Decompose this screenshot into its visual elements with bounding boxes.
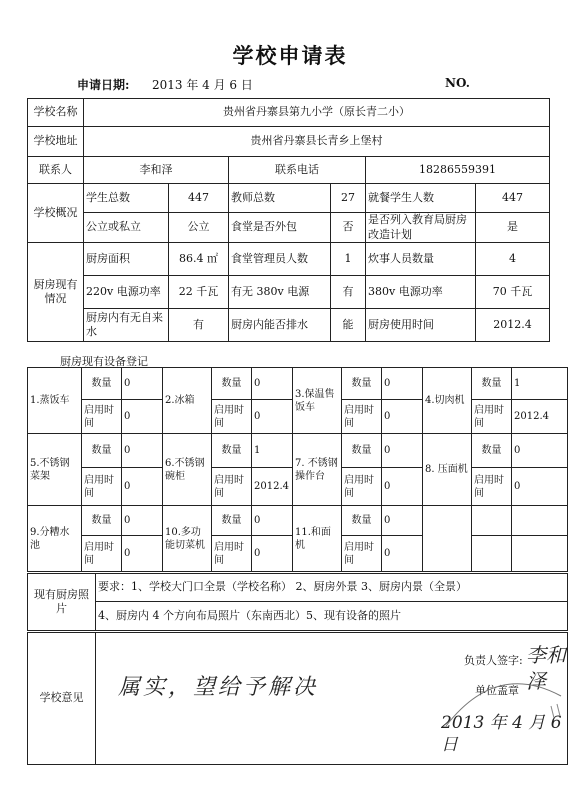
school-name-label: 学校名称 (28, 99, 84, 127)
equipment-name: 11.和面机 (293, 506, 342, 572)
equipment-qty-value: 0 (252, 368, 293, 400)
equipment-name: 7. 不锈钢操作台 (293, 434, 342, 506)
kitchen-label: 厨房现有情况 (28, 243, 84, 342)
equipment-name: 10.多功能切菜机 (163, 506, 212, 572)
equipment-date-label (472, 536, 512, 572)
equipment-date-label: 启用时间 (212, 468, 252, 506)
plan-value: 是 (476, 213, 550, 243)
school-name-value: 贵州省丹寨县第九小学（原长青二小） (84, 99, 550, 127)
contact-value: 李和泽 (84, 157, 229, 184)
equipment-name: 2.冰箱 (163, 368, 212, 434)
cooks-value: 4 (476, 243, 550, 276)
dining-value: 447 (476, 184, 550, 213)
school-addr-label: 学校地址 (28, 127, 84, 157)
managers-label: 食堂管理员人数 (229, 243, 331, 276)
school-addr-value: 贵州省丹寨县长青乡上堡村 (84, 127, 550, 157)
equipment-qty-label: 数量 (212, 368, 252, 400)
opinion-label: 学校意见 (28, 633, 96, 765)
equipment-date-value: 0 (252, 536, 293, 572)
equipment-date-value: 0 (122, 536, 163, 572)
equipment-qty-label: 数量 (342, 368, 382, 400)
phone-label: 联系电话 (229, 157, 366, 184)
type-label: 公立或私立 (84, 213, 169, 243)
equipment-qty-label: 数量 (342, 506, 382, 536)
contact-label: 联系人 (28, 157, 84, 184)
photos-label: 现有厨房照片 (28, 574, 96, 631)
equipment-qty-label: 数量 (342, 434, 382, 468)
opinion-box (96, 634, 567, 764)
equipment-date-value: 0 (382, 468, 423, 506)
sign-date: 2013 年 4 月 6 日 (441, 712, 562, 755)
equipment-qty-value: 0 (122, 368, 163, 400)
equipment-date-value: 0 (252, 400, 293, 434)
equipment-date-label: 启用时间 (82, 536, 122, 572)
handwritten-opinion: 属实，望给予解决 (118, 674, 319, 700)
equipment-qty-value (512, 506, 568, 536)
equipment-date-value: 0 (512, 468, 568, 506)
equipment-qty-value: 0 (382, 368, 423, 400)
phone-value: 18286559391 (366, 157, 550, 184)
teachers-value: 27 (331, 184, 366, 213)
equipment-date-value: 0 (382, 536, 423, 572)
power380-value: 70 千瓦 (476, 276, 550, 309)
equipment-qty-label: 数量 (82, 434, 122, 468)
form-title: 学校申请表 (232, 43, 348, 68)
water-label: 厨房内有无自来水 (84, 309, 169, 342)
drain-value: 能 (331, 309, 366, 342)
info-table (27, 98, 550, 342)
photos-req-1: 要求：1、学校大门口全景（学校名称） 2、厨房外景 3、厨房内景（全景） (96, 574, 568, 602)
equipment-date-label: 启用时间 (342, 468, 382, 506)
equipment-date-label: 启用时间 (212, 400, 252, 434)
equipment-name: 8. 压面机 (423, 434, 472, 506)
water-value: 有 (169, 309, 229, 342)
equipment-date-value: 2012.4 (252, 468, 293, 506)
signature: 李和泽 (526, 642, 566, 693)
equipment-qty-value: 0 (382, 434, 423, 468)
overview-label: 学校概况 (28, 184, 84, 243)
date-value: 2013 年 4 月 6 日 (152, 78, 253, 92)
equipment-date-value: 2012.4 (512, 400, 568, 434)
area-value: 86.4 ㎡ (169, 243, 229, 276)
power220-label: 220v 电源功率 (84, 276, 169, 309)
managers-value: 1 (331, 243, 366, 276)
equipment-qty-value: 1 (512, 368, 568, 400)
equipment-name: 6.不锈钢碗柜 (163, 434, 212, 506)
equipment-qty-value: 0 (512, 434, 568, 468)
drain-label: 厨房内能否排水 (229, 309, 331, 342)
date-label: 申请日期: (77, 78, 130, 92)
cooks-label: 炊事人员数量 (366, 243, 476, 276)
equipment-qty-label: 数量 (472, 434, 512, 468)
opinion-table (27, 632, 568, 765)
seal-label: 单位盖章 (475, 683, 519, 697)
equipment-date-label: 启用时间 (82, 400, 122, 434)
power220-value: 22 千瓦 (169, 276, 229, 309)
equipment-date-label: 启用时间 (212, 536, 252, 572)
equipment-qty-label: 数量 (472, 368, 512, 400)
equipment-name: 4.切肉机 (423, 368, 472, 434)
type-value: 公立 (169, 213, 229, 243)
dining-label: 就餐学生人数 (366, 184, 476, 213)
equipment-name: 9.分糟水池 (28, 506, 82, 572)
has380-value: 有 (331, 276, 366, 309)
equipment-qty-label (472, 506, 512, 536)
equipment-qty-label: 数量 (82, 368, 122, 400)
since-label: 厨房使用时间 (366, 309, 476, 342)
equipment-qty-label: 数量 (212, 506, 252, 536)
has380-label: 有无 380v 电源 (229, 276, 331, 309)
equipment-name: 3.保温售饭车 (293, 368, 342, 434)
equipment-name: 5.不锈钢菜架 (28, 434, 82, 506)
equipment-qty-value: 0 (252, 506, 293, 536)
equipment-table (27, 367, 568, 572)
equipment-date-label: 启用时间 (472, 468, 512, 506)
equipment-name: 1.蒸饭车 (28, 368, 82, 434)
equipment-qty-value: 0 (382, 506, 423, 536)
teachers-label: 教师总数 (229, 184, 331, 213)
photos-req-2: 4、厨房内 4 个方向布局照片（东南西北）5、现有设备的照片 (96, 602, 568, 631)
power380-label: 380v 电源功率 (366, 276, 476, 309)
equipment-title: 厨房现有设备登记 (60, 355, 148, 368)
seal-mark (426, 653, 576, 756)
area-label: 厨房面积 (84, 243, 169, 276)
equipment-date-label: 启用时间 (342, 400, 382, 434)
equipment-date-value: 0 (122, 400, 163, 434)
photos-table (27, 573, 568, 631)
equipment-date-value (512, 536, 568, 572)
equipment-date-label: 启用时间 (342, 536, 382, 572)
equipment-date-value: 0 (122, 468, 163, 506)
equipment-qty-value: 1 (252, 434, 293, 468)
plan-label: 是否列入教育局厨房改造计划 (366, 213, 476, 243)
equipment-empty (423, 506, 472, 572)
outsourced-label: 食堂是否外包 (229, 213, 331, 243)
students-value: 447 (169, 184, 229, 213)
equipment-qty-label: 数量 (212, 434, 252, 468)
no-label: NO. (445, 76, 470, 90)
students-label: 学生总数 (84, 184, 169, 213)
equipment-date-label: 启用时间 (472, 400, 512, 434)
equipment-date-value: 0 (382, 400, 423, 434)
equipment-qty-value: 0 (122, 434, 163, 468)
equipment-qty-label: 数量 (82, 506, 122, 536)
equipment-date-label: 启用时间 (82, 468, 122, 506)
signer-label: 负责人签字: (464, 653, 523, 667)
since-value: 2012.4 (476, 309, 550, 342)
outsourced-value: 否 (331, 213, 366, 243)
equipment-qty-value: 0 (122, 506, 163, 536)
